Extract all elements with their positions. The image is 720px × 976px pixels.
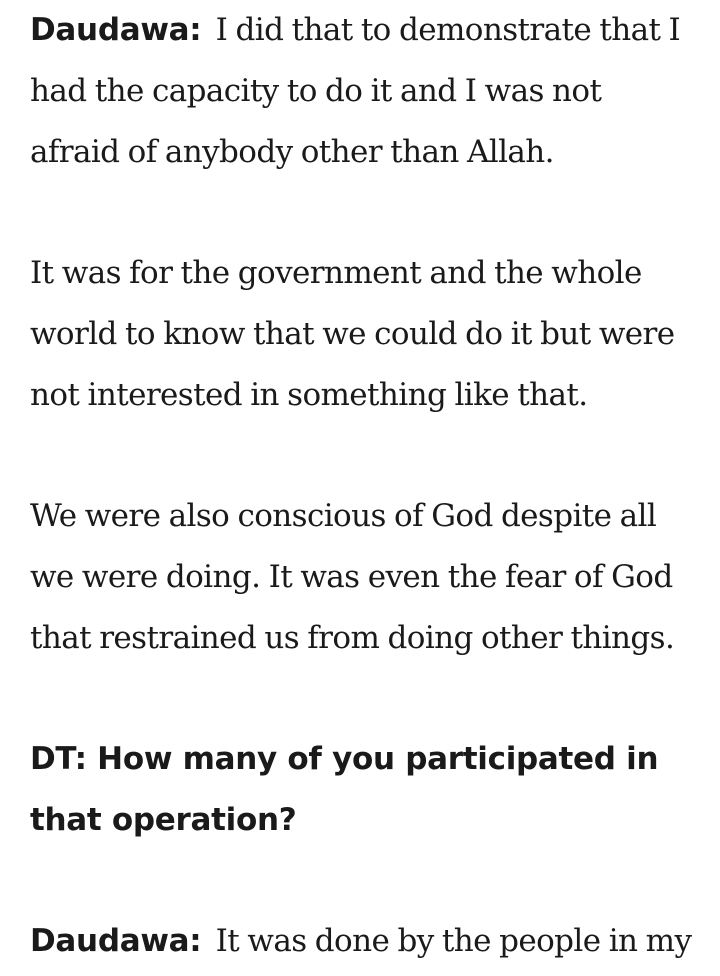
answer-text: It was done by the people in my [215, 923, 692, 959]
speaker-label: Daudawa: [30, 923, 202, 959]
answer-paragraph-4 [30, 911, 692, 972]
answer-paragraph-2 [30, 243, 692, 426]
paragraph-spacer [30, 851, 692, 911]
answer-text: I did that to demonstrate that I had the capacity to do it and I was not afraid of anybody other than Allah. [30, 12, 681, 170]
answer-text: It was for the government and the whole world to know that we could do it but were not interested in something like that. [30, 255, 675, 413]
paragraph-spacer [30, 183, 692, 243]
paragraph-spacer [30, 669, 692, 729]
answer-paragraph-1 [30, 0, 692, 183]
interviewer-question: DT: How many of you participated in that operation? [30, 741, 659, 838]
paragraph-spacer [30, 426, 692, 486]
speaker-label: Daudawa: [30, 12, 202, 48]
article-body [30, 0, 692, 972]
answer-text: We were also conscious of God despite all we were doing. It was even the fear of God that restrained us from doing other things. [30, 498, 675, 656]
answer-paragraph-3 [30, 486, 692, 669]
